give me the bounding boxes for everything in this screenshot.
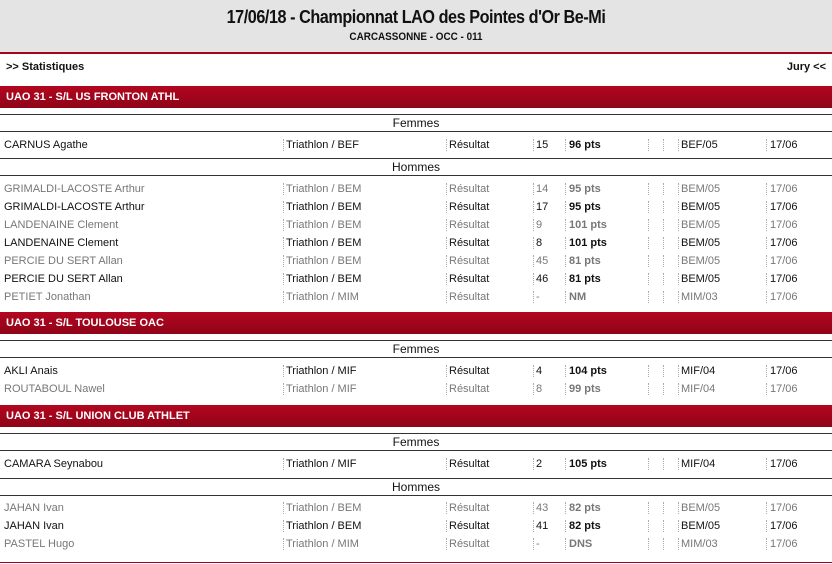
column-separator <box>565 365 566 377</box>
column-separator <box>648 502 649 514</box>
column-separator <box>663 237 664 249</box>
place: 2 <box>536 458 543 470</box>
athlete-name[interactable]: LANDENAINE Clement <box>4 237 119 249</box>
column-separator <box>283 255 284 267</box>
athlete-name[interactable]: PASTEL Hugo <box>4 538 75 550</box>
result-row[interactable] <box>0 234 832 252</box>
column-separator <box>678 383 679 395</box>
points: 105 pts <box>569 458 607 470</box>
result-type: Résultat <box>449 201 490 213</box>
place: 41 <box>536 520 549 532</box>
place: 45 <box>536 255 549 267</box>
column-separator <box>648 538 649 550</box>
column-separator <box>283 502 284 514</box>
category: BEM/05 <box>681 255 721 267</box>
date: 17/06 <box>770 520 798 532</box>
column-separator <box>766 383 767 395</box>
points: 99 pts <box>569 383 601 395</box>
club-header: UAO 31 - S/L UNION CLUB ATHLET <box>0 405 832 427</box>
column-separator <box>648 520 649 532</box>
result-type: Résultat <box>449 502 490 514</box>
result-row[interactable] <box>0 380 832 398</box>
column-separator <box>678 538 679 550</box>
column-separator <box>766 538 767 550</box>
column-separator <box>678 458 679 470</box>
category: BEM/05 <box>681 219 721 231</box>
date: 17/06 <box>770 365 798 377</box>
date: 17/06 <box>770 237 798 249</box>
column-separator <box>766 502 767 514</box>
column-separator <box>283 219 284 231</box>
column-separator <box>446 219 447 231</box>
column-separator <box>533 273 534 285</box>
athlete-name[interactable]: JAHAN Ivan <box>4 520 64 532</box>
points: 95 pts <box>569 201 601 213</box>
column-separator <box>648 183 649 195</box>
result-row[interactable] <box>0 180 832 198</box>
column-separator <box>663 219 664 231</box>
column-separator <box>283 520 284 532</box>
category: MIM/03 <box>681 538 718 550</box>
column-separator <box>446 538 447 550</box>
column-separator <box>533 255 534 267</box>
page-subtitle: CARCASSONNE - OCC - 011 <box>349 31 483 43</box>
column-separator <box>533 502 534 514</box>
gender-group-header: Femmes <box>0 340 832 358</box>
column-separator <box>565 273 566 285</box>
page-header <box>0 0 832 54</box>
place: 14 <box>536 183 549 195</box>
column-separator <box>565 139 566 151</box>
column-separator <box>663 458 664 470</box>
column-separator <box>565 520 566 532</box>
date: 17/06 <box>770 538 798 550</box>
points: NM <box>569 291 587 303</box>
column-separator <box>446 458 447 470</box>
column-separator <box>766 291 767 303</box>
result-row[interactable] <box>0 517 832 535</box>
column-separator <box>678 201 679 213</box>
category: MIF/04 <box>681 365 716 377</box>
place: 8 <box>536 383 543 395</box>
category: BEM/05 <box>681 201 721 213</box>
result-type: Résultat <box>449 291 490 303</box>
column-separator <box>663 538 664 550</box>
result-type: Résultat <box>449 365 490 377</box>
result-type: Résultat <box>449 383 490 395</box>
points: 104 pts <box>569 365 607 377</box>
column-separator <box>533 237 534 249</box>
result-type: Résultat <box>449 538 490 550</box>
column-separator <box>766 458 767 470</box>
column-separator <box>663 383 664 395</box>
column-separator <box>663 291 664 303</box>
date: 17/06 <box>770 458 798 470</box>
result-type: Résultat <box>449 219 490 231</box>
column-separator <box>663 520 664 532</box>
column-separator <box>533 139 534 151</box>
column-separator <box>663 273 664 285</box>
event-name: Triathlon / MIF <box>286 383 357 395</box>
column-separator <box>565 383 566 395</box>
column-separator <box>678 255 679 267</box>
column-separator <box>766 273 767 285</box>
column-separator <box>446 365 447 377</box>
gender-group-header: Hommes <box>0 158 832 176</box>
athlete-name[interactable]: PERCIE DU SERT Allan <box>4 255 123 267</box>
place: 15 <box>536 139 549 151</box>
points: 82 pts <box>569 520 601 532</box>
points: 82 pts <box>569 502 601 514</box>
column-separator <box>766 183 767 195</box>
result-row[interactable] <box>0 198 832 216</box>
column-separator <box>533 458 534 470</box>
category: BEF/05 <box>681 139 718 151</box>
result-row[interactable] <box>0 499 832 517</box>
athlete-name[interactable]: CAMARA Seynabou <box>4 458 104 470</box>
column-separator <box>663 201 664 213</box>
column-separator <box>283 458 284 470</box>
column-separator <box>663 365 664 377</box>
column-separator <box>446 383 447 395</box>
club-header: UAO 31 - S/L TOULOUSE OAC <box>0 312 832 334</box>
nav-bar <box>0 58 832 78</box>
place: 17 <box>536 201 549 213</box>
athlete-name[interactable]: PETIET Jonathan <box>4 291 91 303</box>
event-name: Triathlon / BEM <box>286 520 362 532</box>
column-separator <box>565 538 566 550</box>
points: DNS <box>569 538 593 550</box>
place: 8 <box>536 237 543 249</box>
column-separator <box>648 365 649 377</box>
column-separator <box>648 291 649 303</box>
result-row[interactable] <box>0 288 832 306</box>
column-separator <box>648 139 649 151</box>
result-type: Résultat <box>449 255 490 267</box>
column-separator <box>766 219 767 231</box>
category: BEM/05 <box>681 273 721 285</box>
result-row[interactable] <box>0 252 832 270</box>
column-separator <box>678 273 679 285</box>
points: 81 pts <box>569 273 601 285</box>
place: 43 <box>536 502 549 514</box>
column-separator <box>533 383 534 395</box>
column-separator <box>678 139 679 151</box>
club-header: UAO 31 - S/L US FRONTON ATHL <box>0 86 832 108</box>
column-separator <box>446 201 447 213</box>
event-name: Triathlon / BEM <box>286 219 362 231</box>
column-separator <box>533 520 534 532</box>
column-separator <box>533 201 534 213</box>
column-separator <box>283 383 284 395</box>
column-separator <box>766 201 767 213</box>
event-name: Triathlon / MIF <box>286 365 357 377</box>
column-separator <box>565 502 566 514</box>
column-separator <box>283 139 284 151</box>
result-type: Résultat <box>449 520 490 532</box>
result-row[interactable] <box>0 270 832 288</box>
column-separator <box>283 273 284 285</box>
category: BEM/05 <box>681 183 721 195</box>
date: 17/06 <box>770 273 798 285</box>
column-separator <box>565 201 566 213</box>
column-separator <box>533 538 534 550</box>
column-separator <box>678 219 679 231</box>
column-separator <box>565 255 566 267</box>
athlete-name[interactable]: GRIMALDI-LACOSTE Arthur <box>4 183 145 195</box>
column-separator <box>766 237 767 249</box>
event-name: Triathlon / MIF <box>286 458 357 470</box>
athlete-name[interactable]: LANDENAINE Clement <box>4 219 119 231</box>
column-separator <box>663 502 664 514</box>
place: 9 <box>536 219 543 231</box>
date: 17/06 <box>770 255 798 267</box>
result-row[interactable] <box>0 216 832 234</box>
column-separator <box>766 365 767 377</box>
points: 81 pts <box>569 255 601 267</box>
points: 95 pts <box>569 183 601 195</box>
place: 4 <box>536 365 543 377</box>
gender-group-header: Femmes <box>0 114 832 132</box>
event-name: Triathlon / MIM <box>286 291 359 303</box>
date: 17/06 <box>770 383 798 395</box>
column-separator <box>533 291 534 303</box>
column-separator <box>678 365 679 377</box>
column-separator <box>565 458 566 470</box>
points: 101 pts <box>569 237 607 249</box>
column-separator <box>663 183 664 195</box>
column-separator <box>446 502 447 514</box>
date: 17/06 <box>770 219 798 231</box>
column-separator <box>678 183 679 195</box>
event-name: Triathlon / BEM <box>286 502 362 514</box>
athlete-name[interactable]: AKLI Anais <box>4 365 58 377</box>
page-title: 17/06/18 - Championnat LAO des Pointes d'Or Be-Mi <box>226 7 606 27</box>
category: MIF/04 <box>681 458 716 470</box>
column-separator <box>565 237 566 249</box>
athlete-name[interactable]: PERCIE DU SERT Allan <box>4 273 123 285</box>
result-row[interactable] <box>0 535 832 553</box>
result-row[interactable] <box>0 455 832 473</box>
column-separator <box>283 365 284 377</box>
result-type: Résultat <box>449 273 490 285</box>
category: MIM/03 <box>681 291 718 303</box>
date: 17/06 <box>770 201 798 213</box>
column-separator <box>648 273 649 285</box>
column-separator <box>678 502 679 514</box>
column-separator <box>648 201 649 213</box>
statistiques-link[interactable]: >> Statistiques <box>6 61 85 73</box>
result-row[interactable] <box>0 136 832 154</box>
result-type: Résultat <box>449 237 490 249</box>
column-separator <box>648 255 649 267</box>
column-separator <box>648 219 649 231</box>
column-separator <box>283 183 284 195</box>
result-type: Résultat <box>449 139 490 151</box>
category: BEM/05 <box>681 520 721 532</box>
column-separator <box>648 237 649 249</box>
event-name: Triathlon / MIM <box>286 538 359 550</box>
points: 96 pts <box>569 139 601 151</box>
column-separator <box>565 291 566 303</box>
column-separator <box>766 520 767 532</box>
column-separator <box>446 183 447 195</box>
column-separator <box>565 219 566 231</box>
column-separator <box>565 183 566 195</box>
event-name: Triathlon / BEM <box>286 273 362 285</box>
column-separator <box>283 201 284 213</box>
column-separator <box>533 365 534 377</box>
athlete-name[interactable]: GRIMALDI-LACOSTE Arthur <box>4 201 145 213</box>
date: 17/06 <box>770 291 798 303</box>
gender-group-header: Femmes <box>0 433 832 451</box>
date: 17/06 <box>770 139 798 151</box>
column-separator <box>678 237 679 249</box>
date: 17/06 <box>770 502 798 514</box>
column-separator <box>648 458 649 470</box>
column-separator <box>446 520 447 532</box>
column-separator <box>663 255 664 267</box>
column-separator <box>446 139 447 151</box>
athlete-name[interactable]: ROUTABOUL Nawel <box>4 383 105 395</box>
category: BEM/05 <box>681 237 721 249</box>
athlete-name[interactable]: JAHAN Ivan <box>4 502 64 514</box>
column-separator <box>283 291 284 303</box>
column-separator <box>446 237 447 249</box>
result-type: Résultat <box>449 183 490 195</box>
event-name: Triathlon / BEM <box>286 255 362 267</box>
column-separator <box>533 219 534 231</box>
date: 17/06 <box>770 183 798 195</box>
category: BEM/05 <box>681 502 721 514</box>
column-separator <box>446 273 447 285</box>
column-separator <box>283 538 284 550</box>
result-row[interactable] <box>0 362 832 380</box>
column-separator <box>533 183 534 195</box>
event-name: Triathlon / BEM <box>286 183 362 195</box>
column-separator <box>283 237 284 249</box>
jury-link[interactable]: Jury << <box>786 61 826 73</box>
points: 101 pts <box>569 219 607 231</box>
column-separator <box>446 291 447 303</box>
gender-group-header: Hommes <box>0 478 832 496</box>
column-separator <box>766 139 767 151</box>
column-separator <box>648 383 649 395</box>
category: MIF/04 <box>681 383 716 395</box>
athlete-name[interactable]: CARNUS Agathe <box>4 139 88 151</box>
column-separator <box>663 139 664 151</box>
bottom-divider <box>0 562 832 563</box>
column-separator <box>678 291 679 303</box>
event-name: Triathlon / BEF <box>286 139 359 151</box>
column-separator <box>678 520 679 532</box>
column-separator <box>446 255 447 267</box>
result-type: Résultat <box>449 458 490 470</box>
place: 46 <box>536 273 549 285</box>
event-name: Triathlon / BEM <box>286 201 362 213</box>
place: - <box>536 538 540 550</box>
place: - <box>536 291 540 303</box>
column-separator <box>766 255 767 267</box>
event-name: Triathlon / BEM <box>286 237 362 249</box>
